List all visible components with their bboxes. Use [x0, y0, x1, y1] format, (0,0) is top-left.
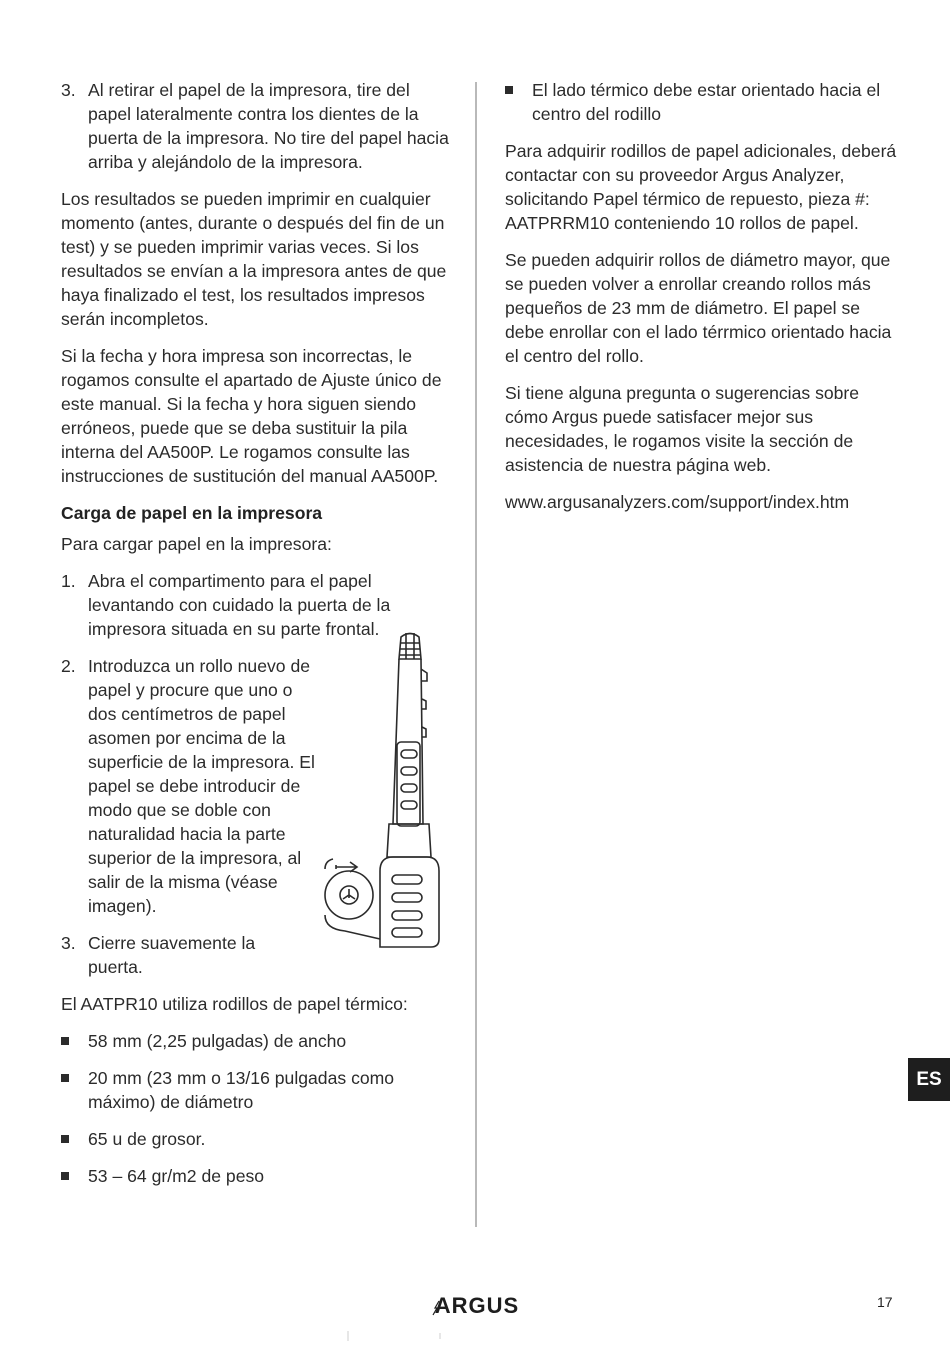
section-heading: Carga de papel en la impresora: [61, 503, 323, 523]
right-column: [505, 78, 897, 527]
spec-list-item: [61, 1127, 451, 1151]
list-item-step-2: [61, 654, 451, 918]
list-text: Al retirar el papel de la impresora, tire del papel lateralmente contra los dientes de la puerta de la impresora. No tire del papel hacia arriba y alejándolo de la impresora.: [88, 80, 449, 172]
paragraph-print-results: Los resultados se pueden imprimir en cualquier momento (antes, durante o después del fin de un test) y se pueden imprimir varias veces. Si los resultados se envían a la impresora antes de que haya finalizado el test, los resultados impresos serán incompletos.: [61, 189, 447, 329]
spec-text: 58 mm (2,25 pulgadas) de ancho: [88, 1031, 347, 1051]
list-number: 2.: [61, 656, 76, 676]
printer-paper-loading-illustration: [323, 629, 445, 964]
list-number: 3.: [61, 933, 76, 953]
bullet-square-icon: [61, 1135, 69, 1143]
paragraph-larger-rolls: Se pueden adquirir rollos de diámetro mayor, que se pueden volver a enrollar creando rollos más pequeños de 23 mm de diámetro. El papel se debe enrollar con el lado térrmico orientado hacia el centro del rollo.: [505, 250, 892, 366]
list-text: Introduzca un rollo nuevo de papel y procure que uno o dos centímetros de papel asomen por encima de la superficie de la impresora. El papel se debe introducir de modo que se doble con naturalidad hacia la parte superior de la impresora, al salir de la misma (véase imagen).: [88, 656, 315, 916]
list-number: 3.: [61, 80, 76, 100]
argus-logo: [425, 1291, 529, 1321]
scan-specks: [346, 1330, 446, 1342]
bullet-square-icon: [61, 1037, 69, 1045]
list-item-step-3-close: [61, 931, 451, 979]
paragraph-date-time: Si la fecha y hora impresa son incorrectas, le rogamos consulte el apartado de Ajuste único de este manual. Si la fecha y hora siguen siendo erróneos, puede que se deba sustituir la pila interna del AA500P. Le rogamos consulte las instrucciones de sustitución del manual AA500P.: [61, 346, 442, 486]
spec-list-item: [61, 1164, 451, 1188]
spec-list-item: [505, 78, 897, 126]
list-text: Cierre suavemente la puerta.: [88, 933, 256, 977]
list-item-step-3-remove: [61, 78, 451, 174]
list-text: Abra el compartimento para el papel levantando con cuidado la puerta de la impresora situada en su parte frontal.: [88, 571, 391, 639]
spec-text: 20 mm (23 mm o 13/16 pulgadas como máximo) de diámetro: [88, 1068, 395, 1112]
left-column: [61, 78, 451, 1201]
paragraph-intro: Para cargar papel en la impresora:: [61, 534, 332, 554]
bullet-square-icon: [505, 86, 513, 94]
paragraph-purchase: Para adquirir rodillos de papel adicionales, deberá contactar con su proveedor Argus Analyzer, solicitando Papel térmico de repuesto, pieza #: AATPRRM10 conteniendo 10 rollos de papel.: [505, 141, 897, 233]
bullet-square-icon: [61, 1172, 69, 1180]
list-number: 1.: [61, 571, 76, 591]
bullet-square-icon: [61, 1074, 69, 1082]
paragraph-rolls-intro: El AATPR10 utiliza rodillos de papel térmico:: [61, 994, 408, 1014]
support-url-link[interactable]: www.argusanalyzers.com/support/index.htm: [505, 492, 850, 512]
spec-list-item: [61, 1029, 451, 1053]
logo-text: ARGUS: [434, 1293, 520, 1318]
language-tab: ES: [908, 1058, 950, 1101]
spec-list-item: [61, 1066, 451, 1114]
spec-text: 65 u de grosor.: [88, 1129, 206, 1149]
page-number: 17: [877, 1294, 893, 1310]
spec-text: 53 – 64 gr/m2 de peso: [88, 1166, 265, 1186]
column-divider: [475, 82, 477, 1227]
spec-text: El lado térmico debe estar orientado hacia el centro del rodillo: [532, 80, 881, 124]
paragraph-support: Si tiene alguna pregunta o sugerencias sobre cómo Argus puede satisfacer mejor sus necesidades, le rogamos visite la sección de asistencia de nuestra página web.: [505, 383, 860, 475]
